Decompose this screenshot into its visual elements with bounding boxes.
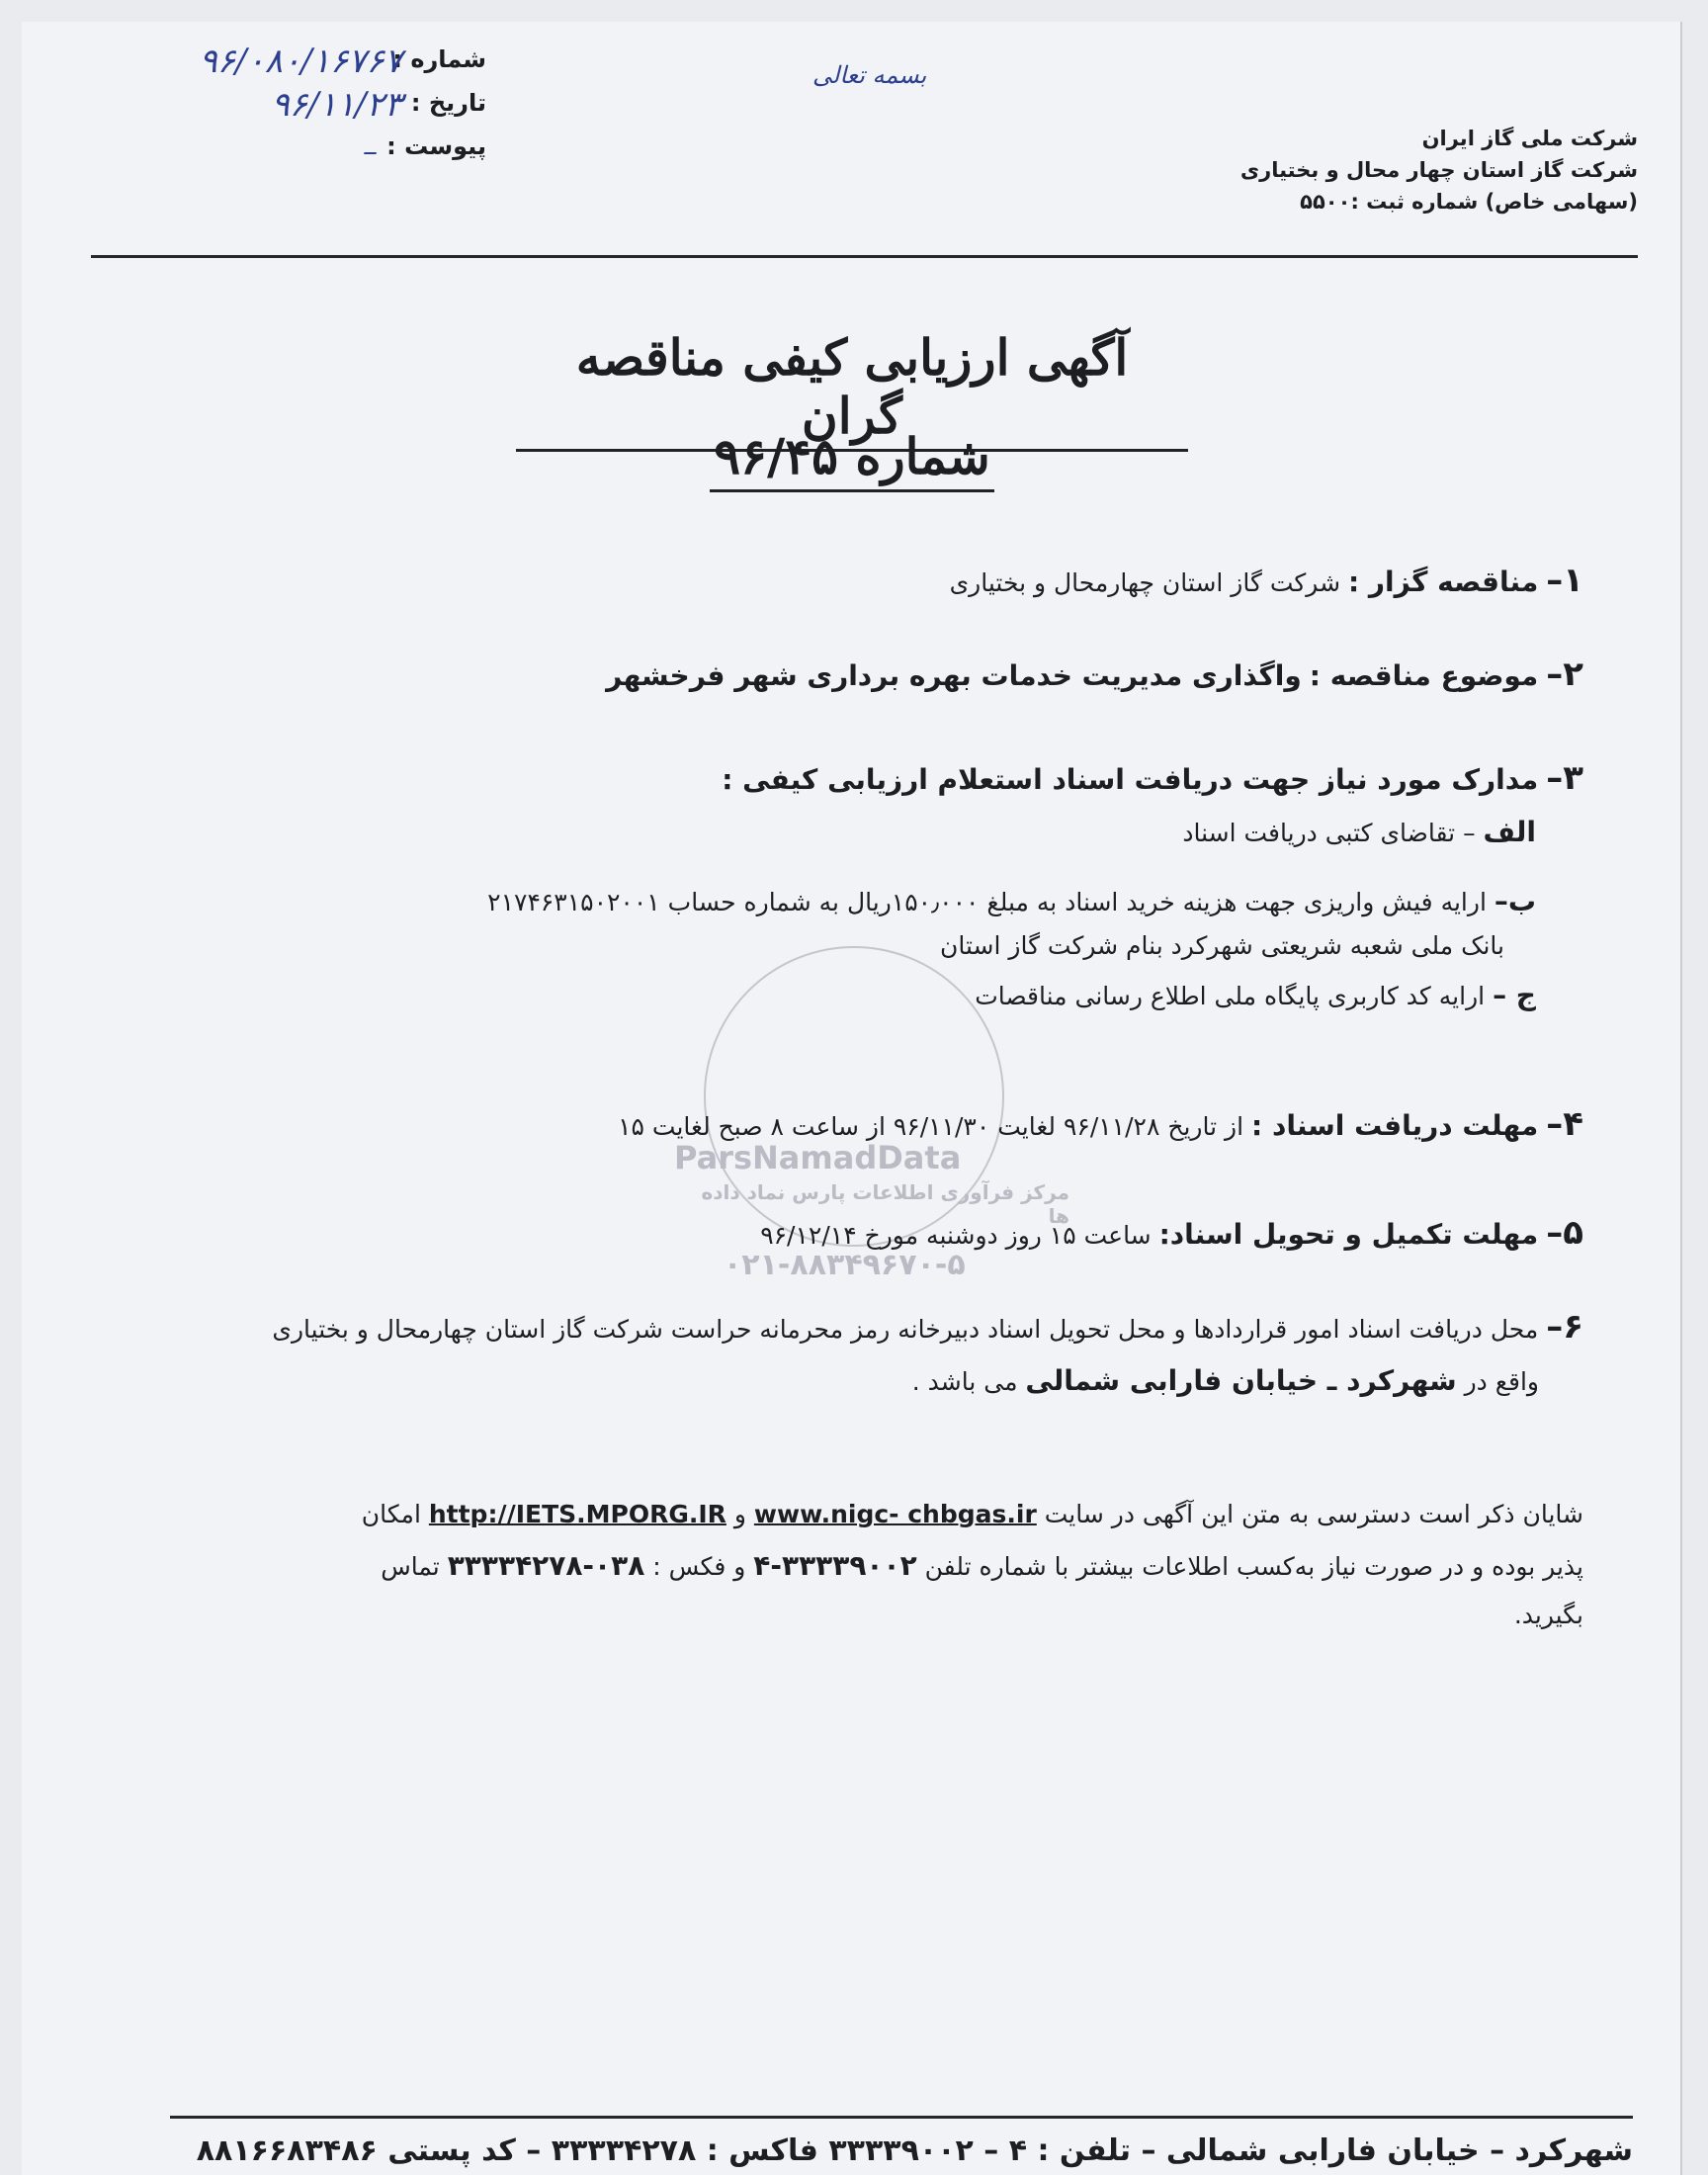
item-5-text: ساعت ۱۵ روز دوشنبه مورخ ۹۶/۱۲/۱۴ — [760, 1221, 1152, 1250]
attachment-label: پیوست : — [386, 132, 486, 160]
item-1-number: ۱– — [1546, 561, 1583, 600]
item-6-number: ۶– — [1546, 1307, 1583, 1347]
notice-p2-post: تماس — [381, 1552, 440, 1581]
company-line-2: شرکت گاز استان چهار محال و بختیاری — [1239, 158, 1638, 182]
item-5 — [318, 1213, 1583, 1256]
item-2-label: موضوع مناقصه : — [1309, 659, 1539, 692]
notice-pre: شایان ذکر است دسترسی به متن این آگهی در سایت — [1044, 1500, 1583, 1528]
item-3-a — [318, 813, 1536, 853]
date-label: تاریخ : — [410, 89, 486, 117]
title-line-2: شماره ۹۶/۴۵ — [710, 427, 993, 492]
document-page — [22, 22, 1682, 2175]
item-3-c-key: ج – — [1493, 979, 1536, 1011]
number-value: ۹۶/۰۸۰/۱۶۷۶۷ — [199, 42, 402, 81]
item-1-label: مناقصه گزار : — [1347, 566, 1539, 598]
item-3-label: مدارک مورد نیاز جهت دریافت اسناد استعلام ارزیابی کیفی : — [722, 763, 1539, 796]
item-3-a-key: الف — [1483, 816, 1536, 848]
footer-rule — [170, 2116, 1633, 2119]
item-1 — [318, 561, 1583, 603]
notice-and: و — [733, 1500, 746, 1528]
item-4 — [318, 1104, 1583, 1147]
item-2-text: واگذاری مدیریت خدمات بهره برداری شهر فرخشهر — [606, 659, 1302, 692]
item-6 — [150, 1307, 1583, 1349]
notice-post: امکان — [361, 1500, 421, 1528]
item-5-number: ۵– — [1546, 1213, 1583, 1253]
site-link-1[interactable]: www.nigc- chbgas.ir — [753, 1500, 1037, 1528]
item-3-number: ۳– — [1546, 758, 1583, 798]
site-link-2[interactable]: http://IETS.MPORG.IR — [428, 1500, 726, 1528]
item-2-number: ۲– — [1546, 654, 1583, 694]
item-6-post: می باشد . — [911, 1367, 1018, 1396]
item-3-b-text: ارایه فیش واریزی جهت هزینه خرید اسناد به مبلغ ۱۵۰٫۰۰۰ریال به شماره حساب ۲۱۷۴۶۳۱۵۰۲۰۰۱ — [487, 888, 1487, 916]
attachment-value: – — [363, 134, 378, 169]
item-3-b-2 — [318, 926, 1504, 966]
notice-phone: ۳۳۳۳۹۰۰۲-۴ — [753, 1549, 917, 1582]
item-6-line-2 — [150, 1361, 1539, 1402]
date-value: ۹۶/۱۱/۲۳ — [271, 85, 402, 125]
company-header — [1109, 123, 1638, 218]
item-4-number: ۴– — [1546, 1104, 1583, 1144]
item-6-text-1: محل دریافت اسناد امور قراردادها و محل تحویل اسناد دبیرخانه رمز محرمانه حراست شرکت گاز استان چهارمحال و بختیاری — [272, 1315, 1539, 1344]
item-4-label: مهلت دریافت اسناد : — [1251, 1109, 1539, 1142]
item-2 — [318, 654, 1583, 697]
item-4-text: از تاریخ ۹۶/۱۱/۲۸ لغایت ۹۶/۱۱/۳۰ از ساعت ۸ صبح لغایت ۱۵ — [618, 1112, 1244, 1141]
title-line-1: آگهی ارزیابی کیفی مناقصه گران — [516, 328, 1188, 452]
bismillah: بسمه تعالی — [812, 61, 927, 89]
item-3-b-text-2: بانک ملی شعبه شریعتی شهرکرد بنام شرکت گاز استان — [940, 931, 1504, 960]
notice-line-3 — [150, 1596, 1583, 1635]
item-1-text: شرکت گاز استان چهارمحال و بختیاری — [949, 568, 1341, 597]
footer-address: شهرکرد – خیابان فارابی شمالی – تلفن : ۴ – ۳۳۳۳۹۰۰۲ فاکس : ۳۳۳۳۴۲۷۸ – کد پستی ۸۸۱۶۶۸۳۴۸۶ — [196, 2133, 1633, 2168]
notice-p3: بگیرید. — [1513, 1601, 1583, 1629]
item-3-b — [318, 882, 1536, 922]
notice-fax: ۰۳۸-۳۳۳۳۴۲۷۸ — [447, 1549, 645, 1582]
item-3-a-text: – تقاضای کتبی دریافت اسناد — [1182, 819, 1476, 847]
notice-p2-mid: و فکس : — [652, 1552, 746, 1581]
item-3-c — [318, 976, 1536, 1016]
header-rule — [91, 255, 1638, 258]
item-3-c-text: ارایه کد کاربری پایگاه ملی اطلاع رسانی مناقصات — [975, 982, 1486, 1010]
item-3 — [318, 758, 1583, 801]
item-6-pre: واقع در — [1464, 1367, 1539, 1396]
number-label: شماره : — [392, 45, 486, 73]
item-3-b-key: ب– — [1494, 885, 1536, 917]
notice-p2-pre: پذیر بوده و در صورت نیاز به‌کسب اطلاعات بیشتر با شماره تلفن — [924, 1552, 1583, 1581]
watermark-phone: ۰۲۱-۸۸۳۴۹۶۷۰-۵ — [724, 1248, 966, 1282]
title-block-2 — [615, 427, 1089, 492]
notice-line-2 — [150, 1544, 1583, 1589]
company-line-1: شرکت ملی گاز ایران — [1421, 127, 1638, 150]
notice-line-1 — [150, 1493, 1583, 1536]
item-5-label: مهلت تکمیل و تحویل اسناد: — [1158, 1218, 1539, 1251]
watermark-center: مرکز فرآوری اطلاعات پارس نماد داده ها — [701, 1180, 1069, 1228]
meta-block — [160, 42, 486, 172]
item-6-address: شهرکرد ـ خیابان فارابی شمالی — [1025, 1364, 1457, 1397]
watermark-brand: ParsNamadData — [674, 1139, 962, 1176]
company-line-3: (سهامی خاص) شماره ثبت :۵۵۰۰ — [1300, 190, 1638, 214]
